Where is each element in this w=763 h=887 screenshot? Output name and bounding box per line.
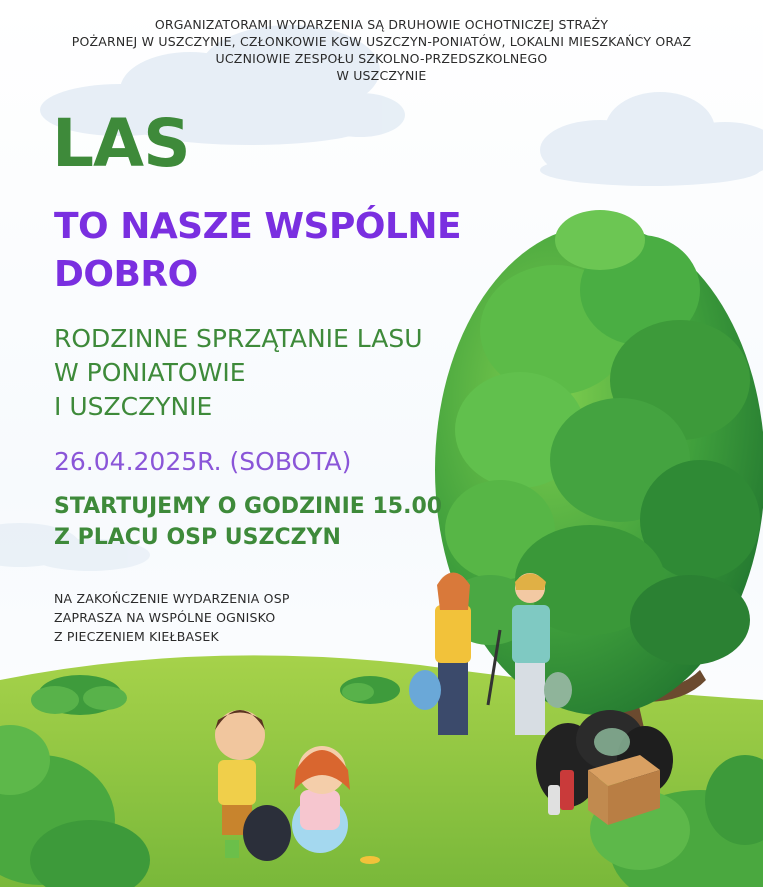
organizers-line: ORGANIZATORAMI WYDARZENIA SĄ DRUHOWIE OCHOTNICZEJ STRAŻY (154, 17, 609, 32)
closing-note-line: Z PIECZENIEM KIEŁBASEK (54, 629, 219, 644)
closing-note (54, 589, 290, 646)
organizers-line: UCZNIOWIE ZESPOŁU SZKOLNO-PRZEDSZKOLNEGO (215, 51, 548, 66)
start-info-line: STARTUJEMY O GODZINIE 15.00 (54, 494, 443, 519)
organizers-line: W USZCZYNIE (336, 68, 427, 83)
closing-note-line: NA ZAKOŃCZENIE WYDARZENIA OSP (54, 591, 290, 606)
event-name-line: RODZINNE SPRZĄTANIE LASU (54, 324, 423, 353)
organizers-note (20, 16, 743, 84)
closing-note-line: ZAPRASZA NA WSPÓLNE OGNISKO (54, 610, 276, 625)
subtitle-line: TO NASZE WSPÓLNE (54, 206, 462, 247)
start-info-line: Z PLACU OSP USZCZYN (54, 525, 341, 550)
organizers-line: POŻARNEJ W USZCZYNIE, CZŁONKOWIE KGW USZCZYN-PONIATÓW, LOKALNI MIESZKAŃCY ORAZ (71, 34, 692, 49)
event-name-line: W PONIATOWIE (54, 358, 246, 387)
start-info (54, 491, 442, 553)
subtitle-line: DOBRO (54, 254, 198, 295)
poster-title: LAS (52, 105, 190, 182)
event-name (54, 322, 423, 424)
poster-subtitle (54, 203, 461, 299)
event-name-line: I USZCZYNIE (54, 392, 213, 421)
event-date: 26.04.2025R. (SOBOTA) (54, 447, 352, 476)
